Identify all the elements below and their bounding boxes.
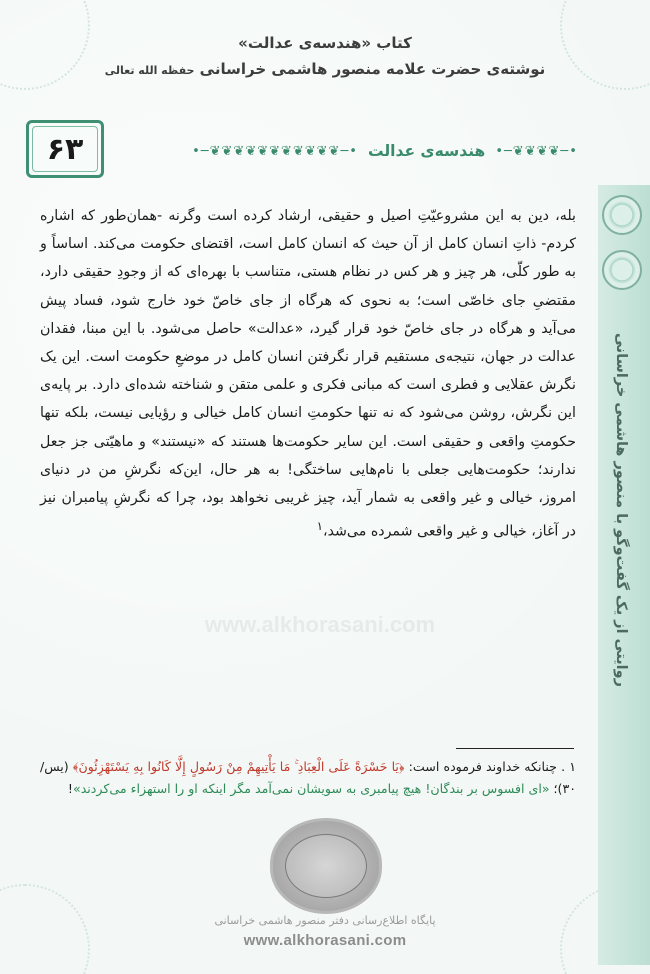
side-ornament-icon — [602, 250, 642, 290]
footnote-reference[interactable]: ۱ — [316, 519, 323, 534]
page-number-frame — [26, 120, 104, 178]
side-title-text: روایتی از یک گفت‌وگو با منصور هاشمی خراسانی — [613, 333, 630, 687]
body-text: بله، دین به این مشروعیّتِ اصیل و حقیقی، ارشاد کرده است وگرنه -همان‌طور که اشاره کردم- ذاتِ انسان کامل از آن حیث که انسان کامل است، اقتضای حکومت می‌کند. اساساً و به طور کلّی، هر چیز و هر کس در نظام هستی، متناسب با بهره‌ای که از وجودِ حقیقی دارد، مقتضیِ جای خاصّی است؛ به نحوی که هرگاه از جای خاصّ خود خارج شود، فساد پیش می‌آید و هرگاه در جای خاصّ خود قرار گیرد، «عدالت» حاصل می‌شود. با این مبنا، فقدان عدالت در جهان، نتیجه‌ی مستقیم قرار نگرفتن انسان کامل در موضعِ حکومت است. این یک نگرش عقلایی و فطری است که مبانی فکری و علمی متقن و شناخته شده‌ای دارد. بر پایه‌ی این نگرش، روشن می‌شود که نه تنها حکومتِ انسان کامل خیالی و رؤیایی نیست، بلکه تنها حکومتِ واقعی و حقیقی است. این سایر حکومت‌ها هستند که «نیستند» و ماهیّتی جز جعل ندارند؛ حکومت‌هایی جعلی با نام‌هایی ساختگی! به هر حال، این‌که نگرشِ من در دنیای امروز، خیالی و غیر واقعی به شمار آید، چیز غریبی نخواهد بود، چرا که نگرشِ پیامبران نیز در آغاز، خیالی و غیر واقعی شمرده می‌شد، — [40, 208, 576, 540]
watermark: www.alkhorasani.com — [204, 612, 436, 637]
section-header — [140, 138, 630, 164]
section-title: هندسه‌ی عدالت — [367, 142, 486, 160]
side-title — [606, 300, 636, 720]
vine-ornament-icon: •─❦❦❦❦─• — [495, 143, 578, 159]
footnote-divider — [456, 748, 574, 749]
author-line — [0, 60, 650, 78]
footer-site-label: پایگاه اطلاع‌رسانی دفتر منصور هاشمی خراسانی — [214, 914, 436, 927]
footnote-translation: «ای افسوس بر بندگان! هیچ پیامبری به سویشان نمی‌آمد مگر اینکه او را استهزاء می‌کردند» — [72, 781, 550, 796]
footnote-intro: چنانکه خداوند فرموده است: — [408, 759, 557, 774]
author-name: نوشته‌ی حضرت علامه منصور هاشمی خراسانی — [199, 60, 546, 78]
page-number: ۶۳ — [46, 131, 84, 167]
author-honorific: حفظه الله تعالی — [104, 64, 195, 77]
body-paragraph — [40, 202, 576, 546]
side-ornament-icon — [602, 195, 642, 235]
book-title: کتاب «هندسه‌ی عدالت» — [238, 34, 412, 52]
footer-url-link[interactable]: www.alkhorasani.com — [243, 932, 407, 949]
footnote-citation: (یس/ ۳۰)؛ — [40, 759, 576, 796]
corner-ornament — [0, 884, 90, 974]
seal-inner — [285, 834, 367, 898]
footnote-end: ! — [67, 781, 73, 796]
page-header — [0, 34, 650, 78]
footnote-number: ۱ . — [561, 759, 576, 774]
footnote-verse: ﴿يَا حَسْرَةً عَلَى الْعِبَادِ ۚ مَا يَأْتِيهِمْ مِنْ رَسُولٍ إِلَّا كَانُوا بِهِ يَسْتَهْزِئُونَ﴾ — [72, 759, 405, 774]
footnote — [40, 756, 576, 800]
seal-logo-icon — [270, 818, 382, 914]
vine-ornament-icon: •─❦❦❦❦❦❦❦❦❦❦❦─• — [192, 143, 358, 159]
